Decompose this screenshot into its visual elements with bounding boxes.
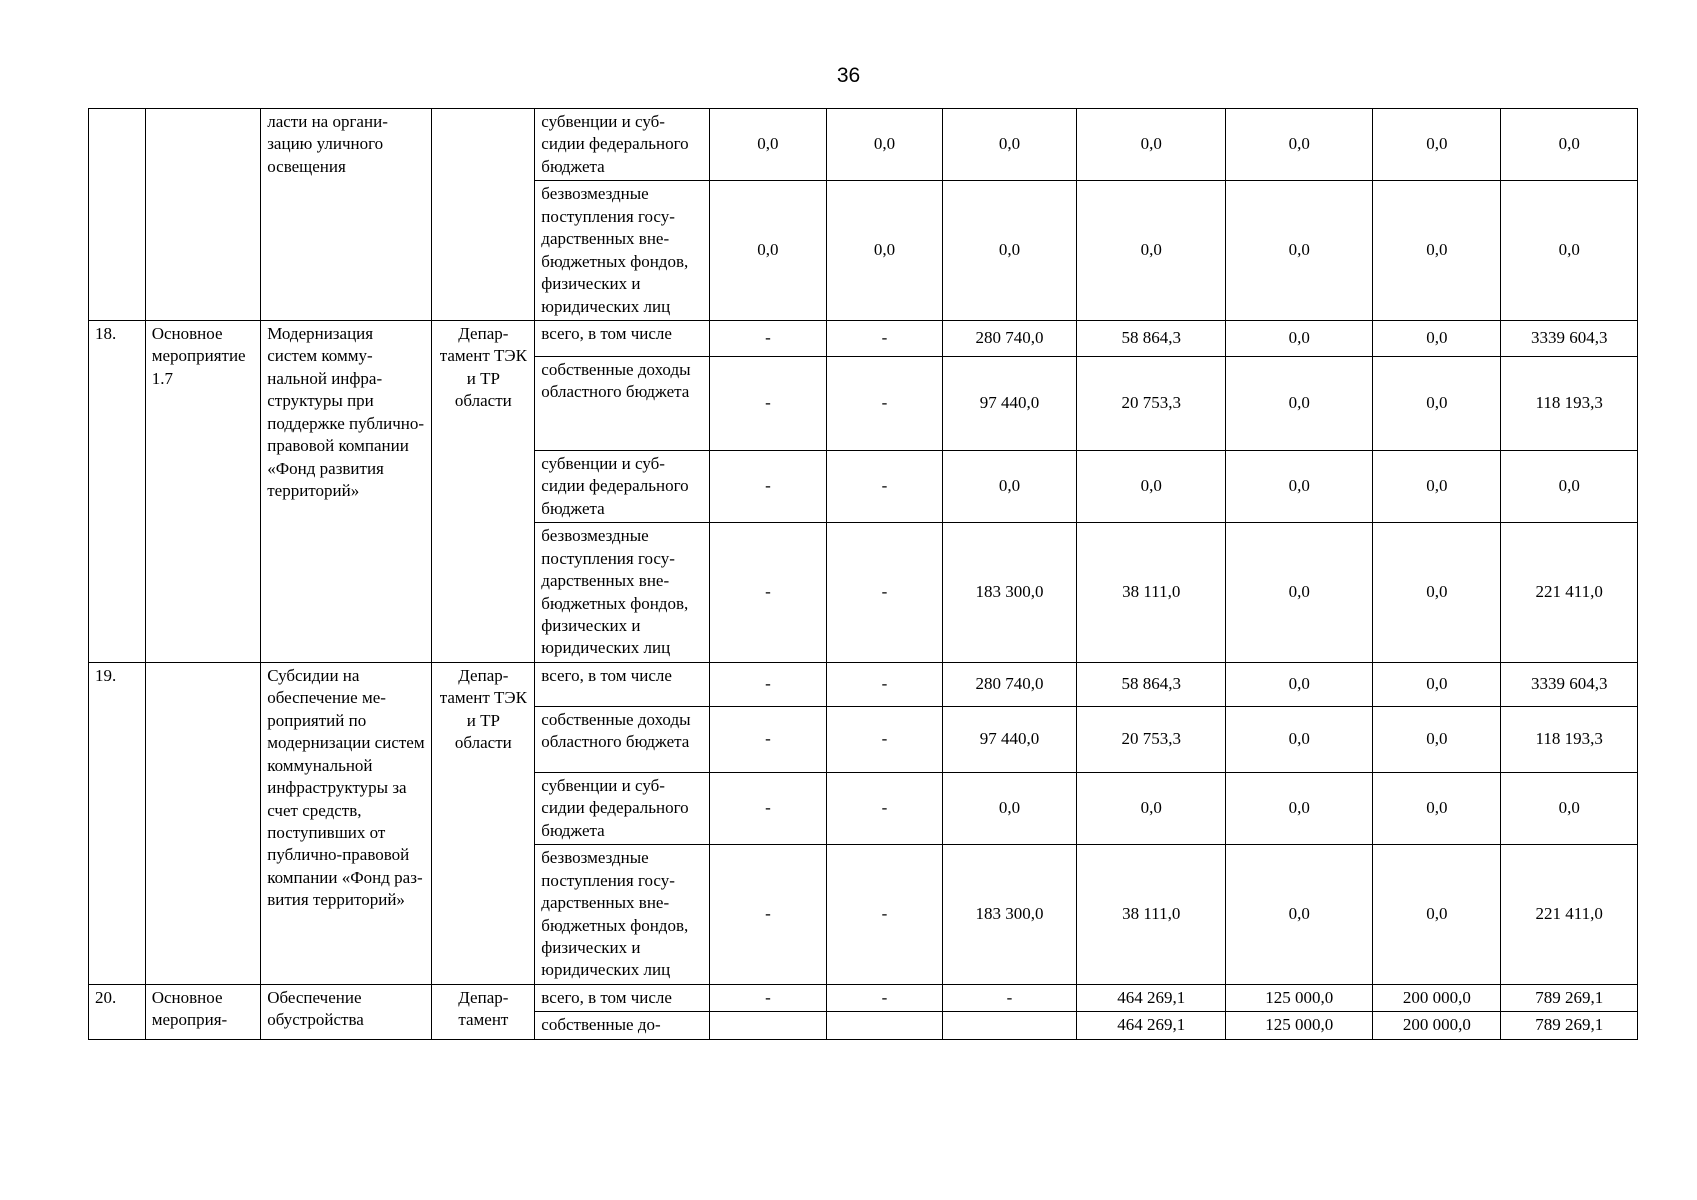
amount-cell: 0,0 bbox=[1226, 772, 1373, 844]
amount-cell: - bbox=[942, 984, 1076, 1011]
amount-cell: 0,0 bbox=[942, 772, 1076, 844]
amount-cell: - bbox=[827, 984, 943, 1011]
amount-cell: 200 000,0 bbox=[1373, 984, 1501, 1011]
activity-type-cell bbox=[145, 109, 261, 321]
table-row bbox=[89, 320, 1638, 356]
amount-cell: 125 000,0 bbox=[1226, 984, 1373, 1011]
amount-cell: 125 000,0 bbox=[1226, 1012, 1373, 1039]
amount-cell: - bbox=[827, 845, 943, 985]
amount-cell bbox=[709, 1012, 827, 1039]
amount-cell: 221 411,0 bbox=[1501, 845, 1638, 985]
amount-cell: 200 000,0 bbox=[1373, 1012, 1501, 1039]
amount-cell: 0,0 bbox=[1226, 706, 1373, 772]
amount-cell: 0,0 bbox=[942, 109, 1076, 181]
amount-cell: 20 753,3 bbox=[1077, 356, 1226, 450]
amount-cell: 0,0 bbox=[1373, 320, 1501, 356]
amount-cell: 0,0 bbox=[1501, 772, 1638, 844]
amount-cell: 0,0 bbox=[1501, 450, 1638, 522]
amount-cell: 0,0 bbox=[1373, 109, 1501, 181]
activity-description-cell: Модернизация систем коммунальной инфраструктуры при поддержке публично-правовой компании «Фонд развития территорий» bbox=[261, 320, 432, 662]
activity-description-cell: Субсидии на обеспечение мероприятий по модернизации систем коммунальной инфраструктуры за счет средств, поступивших от публично-правовой компании «Фонд развития территорий» bbox=[261, 662, 432, 984]
amount-cell: 0,0 bbox=[942, 450, 1076, 522]
funding-source-cell: собственные доходы областного бюджета bbox=[535, 356, 709, 450]
amount-cell: - bbox=[709, 662, 827, 706]
amount-cell: 0,0 bbox=[1077, 772, 1226, 844]
row-number-cell bbox=[89, 109, 146, 321]
amount-cell: - bbox=[709, 320, 827, 356]
amount-cell: 789 269,1 bbox=[1501, 984, 1638, 1011]
amount-cell: 464 269,1 bbox=[1077, 984, 1226, 1011]
amount-cell: 118 193,3 bbox=[1501, 706, 1638, 772]
amount-cell: 280 740,0 bbox=[942, 662, 1076, 706]
activity-description-cell: ласти на организацию уличного освещения bbox=[261, 109, 432, 321]
amount-cell: - bbox=[827, 320, 943, 356]
funding-source-cell: безвозмездные поступления государственных внебюджетных фондов, физических и юридических лиц bbox=[535, 523, 709, 663]
funding-source-cell: безвозмездные поступления государственных внебюджетных фондов, физических и юридических лиц bbox=[535, 845, 709, 985]
amount-cell: 221 411,0 bbox=[1501, 523, 1638, 663]
amount-cell: 0,0 bbox=[1226, 181, 1373, 321]
amount-cell: 0,0 bbox=[1373, 845, 1501, 985]
funding-source-cell: субвенции и субсидии федерального бюджета bbox=[535, 109, 709, 181]
funding-source-cell: безвозмездные поступления государственных внебюджетных фондов, физических и юридических лиц bbox=[535, 181, 709, 321]
amount-cell: 183 300,0 bbox=[942, 523, 1076, 663]
funding-source-cell: всего, в том числе bbox=[535, 984, 709, 1011]
row-number-cell: 18. bbox=[89, 320, 146, 662]
amount-cell: 0,0 bbox=[1077, 181, 1226, 321]
amount-cell: 0,0 bbox=[1226, 356, 1373, 450]
row-number-cell: 19. bbox=[89, 662, 146, 984]
row-number-cell: 20. bbox=[89, 984, 146, 1039]
amount-cell: 0,0 bbox=[1226, 109, 1373, 181]
amount-cell: - bbox=[709, 772, 827, 844]
amount-cell: 20 753,3 bbox=[1077, 706, 1226, 772]
amount-cell: 3339 604,3 bbox=[1501, 662, 1638, 706]
funding-source-cell: всего, в том числе bbox=[535, 320, 709, 356]
amount-cell: 0,0 bbox=[1373, 356, 1501, 450]
amount-cell: - bbox=[827, 706, 943, 772]
amount-cell: - bbox=[827, 356, 943, 450]
amount-cell: 0,0 bbox=[1373, 772, 1501, 844]
amount-cell: - bbox=[827, 450, 943, 522]
amount-cell: - bbox=[827, 772, 943, 844]
funding-source-cell: собственные до- bbox=[535, 1012, 709, 1039]
amount-cell: 3339 604,3 bbox=[1501, 320, 1638, 356]
amount-cell: 118 193,3 bbox=[1501, 356, 1638, 450]
budget-table bbox=[88, 108, 1638, 1040]
activity-type-cell: Основное мероприятие 1.7 bbox=[145, 320, 261, 662]
amount-cell: 0,0 bbox=[827, 109, 943, 181]
funding-source-cell: субвенции и субсидии федерального бюджета bbox=[535, 772, 709, 844]
amount-cell: - bbox=[827, 523, 943, 663]
executor-cell: Департамент bbox=[432, 984, 535, 1039]
amount-cell: 0,0 bbox=[1373, 662, 1501, 706]
table-row bbox=[89, 662, 1638, 706]
executor-cell: Департамент ТЭК и ТР области bbox=[432, 662, 535, 984]
amount-cell: 0,0 bbox=[1077, 450, 1226, 522]
page-number: 36 bbox=[836, 64, 861, 87]
amount-cell: 97 440,0 bbox=[942, 706, 1076, 772]
funding-source-cell: собственные доходы областного бюджета bbox=[535, 706, 709, 772]
activity-type-cell bbox=[145, 662, 261, 984]
amount-cell: 38 111,0 bbox=[1077, 523, 1226, 663]
amount-cell: - bbox=[709, 706, 827, 772]
executor-cell: Департамент ТЭК и ТР области bbox=[432, 320, 535, 662]
amount-cell: 0,0 bbox=[1226, 662, 1373, 706]
amount-cell: - bbox=[709, 984, 827, 1011]
amount-cell: 0,0 bbox=[1226, 320, 1373, 356]
amount-cell: 0,0 bbox=[1077, 109, 1226, 181]
amount-cell: 0,0 bbox=[1226, 845, 1373, 985]
amount-cell bbox=[942, 1012, 1076, 1039]
activity-description-cell: Обеспечение обустройства bbox=[261, 984, 432, 1039]
table-row bbox=[89, 109, 1638, 181]
amount-cell: - bbox=[709, 356, 827, 450]
amount-cell: 38 111,0 bbox=[1077, 845, 1226, 985]
amount-cell: - bbox=[709, 523, 827, 663]
amount-cell: 0,0 bbox=[1501, 181, 1638, 321]
amount-cell: 280 740,0 bbox=[942, 320, 1076, 356]
amount-cell: 0,0 bbox=[1373, 523, 1501, 663]
amount-cell: 464 269,1 bbox=[1077, 1012, 1226, 1039]
executor-cell bbox=[432, 109, 535, 321]
table-row bbox=[89, 984, 1638, 1011]
amount-cell: 789 269,1 bbox=[1501, 1012, 1638, 1039]
amount-cell: 0,0 bbox=[1373, 706, 1501, 772]
amount-cell: 0,0 bbox=[1501, 109, 1638, 181]
amount-cell: 0,0 bbox=[1226, 450, 1373, 522]
activity-type-cell: Основное мероприя- bbox=[145, 984, 261, 1039]
amount-cell: - bbox=[709, 845, 827, 985]
amount-cell: 97 440,0 bbox=[942, 356, 1076, 450]
amount-cell: 0,0 bbox=[709, 181, 827, 321]
funding-source-cell: субвенции и субсидии федерального бюджета bbox=[535, 450, 709, 522]
amount-cell: 0,0 bbox=[1373, 181, 1501, 321]
amount-cell bbox=[827, 1012, 943, 1039]
amount-cell: 58 864,3 bbox=[1077, 662, 1226, 706]
funding-source-cell: всего, в том числе bbox=[535, 662, 709, 706]
amount-cell: 0,0 bbox=[1226, 523, 1373, 663]
amount-cell: - bbox=[709, 450, 827, 522]
amount-cell: 0,0 bbox=[1373, 450, 1501, 522]
amount-cell: 0,0 bbox=[942, 181, 1076, 321]
amount-cell: 0,0 bbox=[709, 109, 827, 181]
amount-cell: 0,0 bbox=[827, 181, 943, 321]
amount-cell: - bbox=[827, 662, 943, 706]
amount-cell: 58 864,3 bbox=[1077, 320, 1226, 356]
amount-cell: 183 300,0 bbox=[942, 845, 1076, 985]
